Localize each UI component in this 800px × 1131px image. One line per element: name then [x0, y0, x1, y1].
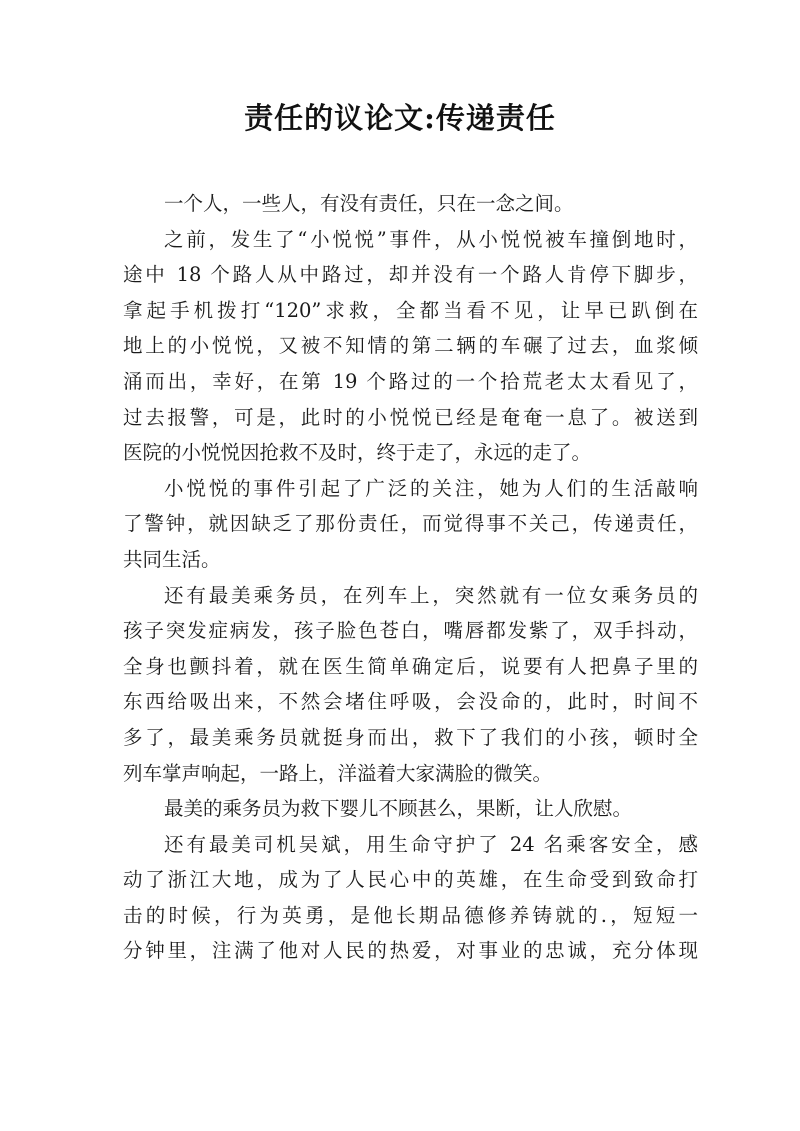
text-line: 击的时候，行为英勇，是他长期品德修养铸就的.，短短一 — [123, 903, 698, 927]
text-line: 最美的乘务员为救下婴儿不顾甚么，果断，让人欣慰。 — [164, 797, 633, 821]
text-line: 东西给吸出来，不然会堵住呼吸，会没命的，此时，时间不 — [123, 690, 698, 714]
text-line: 医院的小悦悦因抢救不及时，终于走了，永远的走了。 — [123, 441, 592, 465]
text-line: 还有最美乘务员，在列车上，突然就有一位女乘务员的 — [164, 583, 698, 607]
document-title: 责任的议论文:传递责任 — [244, 101, 556, 135]
document-body — [123, 186, 698, 969]
text-line: 分钟里，注满了他对人民的热爱，对事业的忠诚，充分体现 — [123, 939, 698, 963]
text-line: 小悦悦的事件引起了广泛的关注，她为人们的生活敲响 — [164, 476, 698, 500]
text-line: 一个人，一些人，有没有责任，只在一念之间。 — [164, 192, 574, 215]
text-line: 了警钟，就因缺乏了那份责任，而觉得事不关己，传递责任， — [123, 512, 698, 536]
text-line: 孩子突发症病发，孩子脸色苍白，嘴唇都发紫了，双手抖动， — [123, 619, 698, 643]
text-line: 动了浙江大地，成为了人民心中的英雄，在生命受到致命打 — [123, 868, 698, 892]
text-line: 共同生活。 — [123, 547, 221, 571]
text-line: 地上的小悦悦，又被不知情的第二辆的车碾了过去，血浆倾 — [123, 334, 698, 358]
text-line: 全身也颤抖着，就在医生简单确定后，说要有人把鼻子里的 — [123, 654, 698, 678]
text-line: 过去报警，可是，此时的小悦悦已经是奄奄一息了。被送到 — [123, 405, 698, 429]
text-line: 还有最美司机吴斌，用生命守护了 24 名乘客安全，感 — [164, 832, 698, 856]
text-line: 多了，最美乘务员就挺身而出，救下了我们的小孩，顿时全 — [123, 725, 698, 749]
text-line: 拿起手机拨打“120”求救，全都当看不见，让早已趴倒在 — [123, 298, 698, 322]
text-line: 涌而出，幸好，在第 19 个路过的一个拾荒老太太看见了， — [123, 369, 698, 393]
text-line: 列车掌声响起，一路上，洋溢着大家满脸的微笑。 — [123, 761, 553, 785]
text-line: 途中 18 个路人从中路过，却并没有一个路人肯停下脚步， — [123, 263, 698, 287]
text-line: 之前，发生了“小悦悦”事件，从小悦悦被车撞倒地时， — [164, 227, 698, 251]
